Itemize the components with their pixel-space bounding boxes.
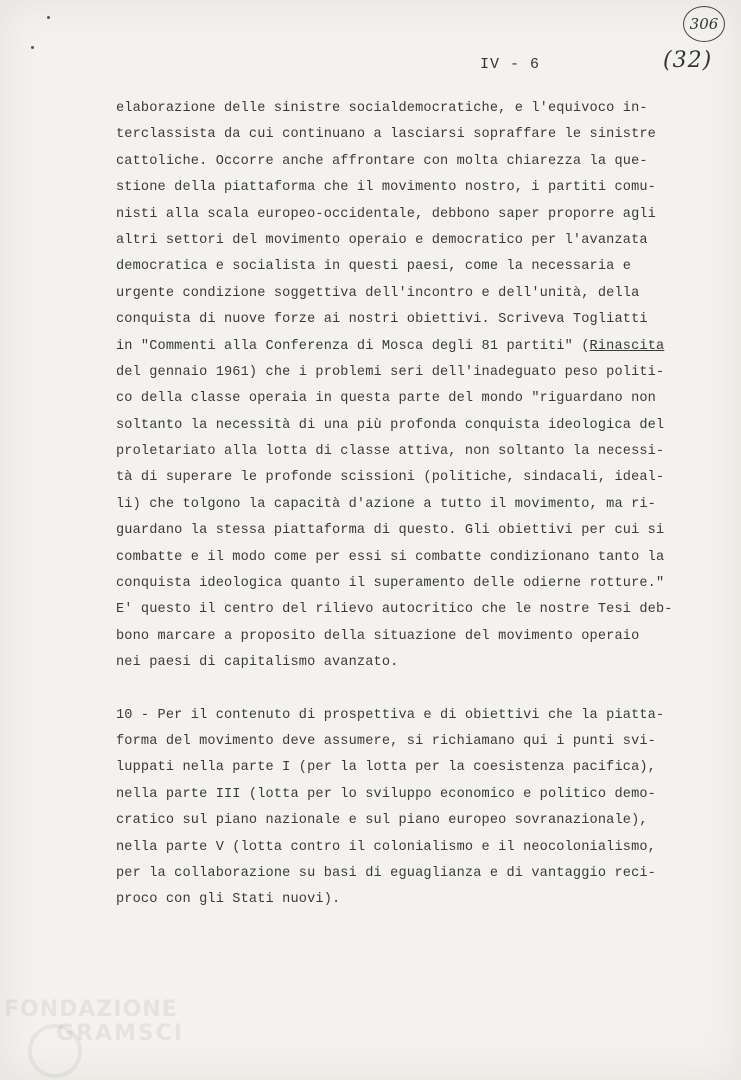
publication-title: Rinascita [589,338,665,354]
text-line: altri settori del movimento operaio e democratico per l'avanzata [116,232,648,248]
text-line: nella parte V (lotta contro il colonialismo e il neocolonialismo, [116,839,656,855]
text-line: conquista ideologica quanto il superamento delle odierne rotture." [116,576,665,592]
watermark-line-1: FONDAZIONE [4,997,178,1022]
text-line: 10 - Per il contenuto di prospettiva e di obiettivi che la piatta- [116,707,665,723]
text-line: proco con gli Stati nuovi). [116,892,341,908]
text-line: forma del movimento deve assumere, si richiamano qui i punti svi- [116,733,656,749]
text-line: democratica e socialista in questi paesi, come la necessaria e [116,259,632,275]
text-line: nei paesi di capitalismo avanzato. [116,655,399,671]
text-line: li) che tolgono la capacità d'azione a tutto il movimento, ma ri- [116,496,656,512]
punch-mark [47,16,50,19]
page-label: IV - 6 [480,56,541,73]
text-line: elaborazione delle sinistre socialdemocratiche, e l'equivoco in- [116,101,648,116]
text-line: nisti alla scala europeo-occidentale, debbono saper proporre agli [116,206,656,222]
text-line: luppati nella parte I (per la lotta per la coesistenza pacifica), [116,760,656,776]
watermark [4,998,184,1046]
text-line: guardano la stessa piattaforma di questo. Gli obiettivi per cui si [116,523,665,539]
text-line: tà di superare le profonde scissioni (politiche, sindacali, ideal- [116,470,665,486]
text-line: urgente condizione soggettiva dell'incontro e dell'unità, della [116,285,640,301]
text-line: stione della piattaforma che il movimento nostro, i partiti comu- [116,180,656,196]
text-line: co della classe operaia in questa parte del mondo "riguardano non [116,391,656,407]
text-line: combatte e il modo come per essi si combatte condizionano tanto la [116,549,665,565]
text-line: proletariato alla lotta di classe attiva, non soltanto la necessi- [116,444,665,460]
document-body [116,96,716,914]
text-line: E' questo il centro del rilievo autocritico che le nostre Tesi deb- [116,602,673,618]
text-segment: in "Commenti alla Conferenza di Mosca degli 81 partiti" ( [116,338,590,354]
handwritten-page-ref: (32) [663,48,713,73]
text-line: nella parte III (lotta per lo sviluppo economico e politico demo- [116,786,656,802]
text-line-with-citation [116,334,716,360]
punch-mark [31,46,34,49]
text-line: del gennaio 1961) che i problemi seri dell'inadeguato peso politi- [116,364,665,380]
text-line: cattoliche. Occorre anche affrontare con molta chiarezza la que- [116,153,648,169]
text-line: conquista di nuove forze ai nostri obiettivi. Scriveva Togliatti [116,312,648,328]
text-line: cratico sul piano nazionale e sul piano europeo sovranazionale), [116,813,648,829]
paragraph-2 [116,703,716,914]
text-line: terclassista da cui continuano a lasciarsi sopraffare le sinistre [116,127,656,143]
paragraph-1 [116,96,716,677]
archive-stamp-number: 306 [683,6,725,42]
watermark-line-2: GRAMSCI [56,1021,185,1046]
text-line: per la collaborazione su basi di eguaglianza e di vantaggio reci- [116,865,656,881]
text-line: soltanto la necessità di una più profonda conquista ideologica del [116,417,665,433]
text-line: bono marcare a proposito della situazione del movimento operaio [116,628,640,644]
